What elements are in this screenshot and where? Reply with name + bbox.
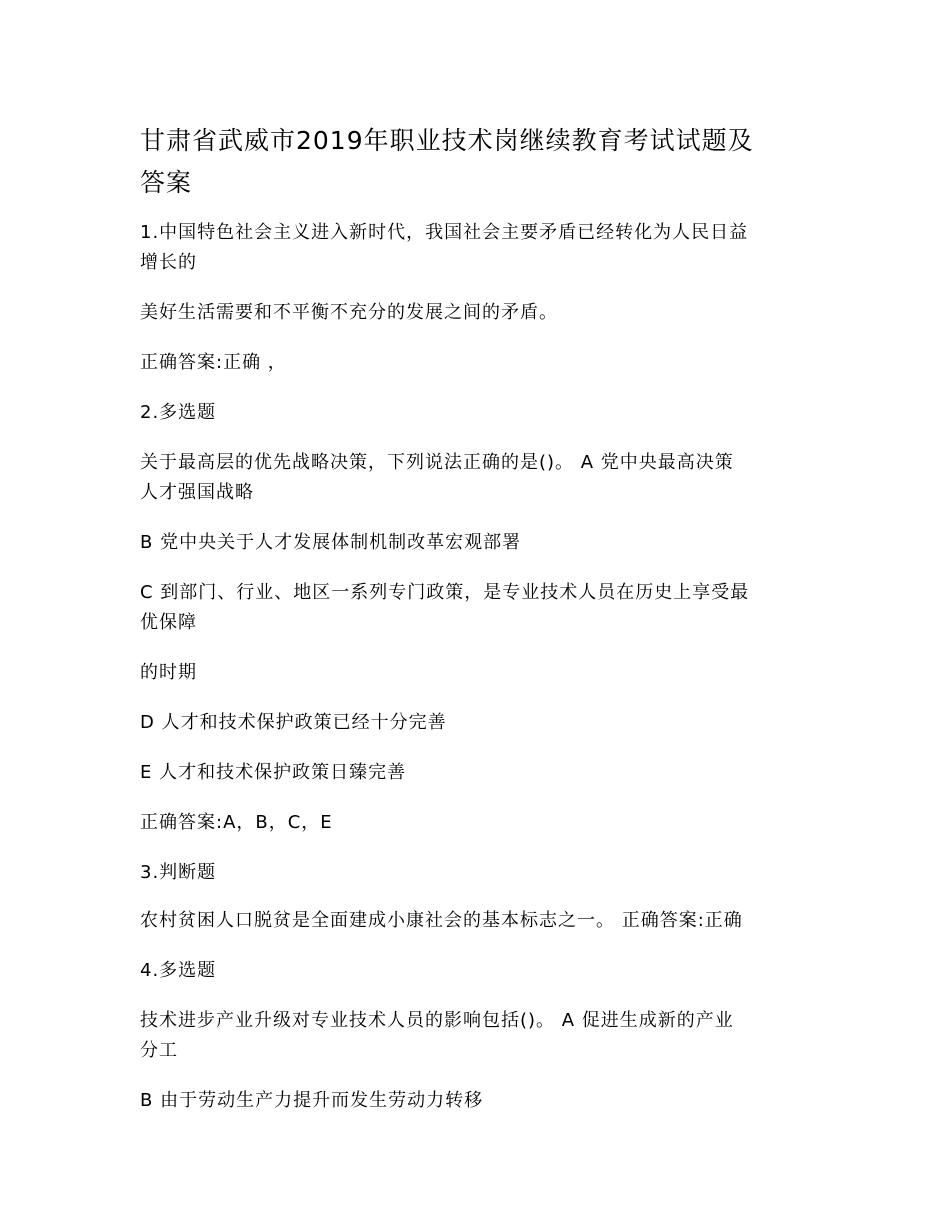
question-3-type	[140, 858, 830, 888]
text-line: D 人才和技术保护政策已经十分完善	[140, 712, 447, 733]
text-line: C 到部门、行业、地区一系列专门政策，是专业技术人员在历史上享受最	[140, 582, 750, 603]
question-4-option-b	[140, 1086, 830, 1116]
document-title	[140, 120, 820, 204]
text-line: 美好生活需要和不平衡不充分的发展之间的矛盾。	[140, 302, 558, 323]
question-2-option-d	[140, 708, 830, 738]
question-2-option-e	[140, 758, 830, 788]
question-1-continuation	[140, 298, 830, 328]
text-line: 优保障	[140, 612, 197, 633]
text-line: 3.判断题	[140, 862, 217, 883]
text-line: 正确答案:正确 ，	[140, 352, 287, 373]
text-line: 技术进步产业升级对专业技术人员的影响包括()。 A 促进生成新的产业	[140, 1010, 734, 1031]
text-line: 1.中国特色社会主义进入新时代，我国社会主要矛盾已经转化为人民日益	[140, 222, 749, 243]
text-line: 2.多选题	[140, 402, 217, 423]
text-line: 正确答案:A，B，C，E	[140, 812, 333, 833]
question-2-option-c-continuation	[140, 658, 830, 688]
text-line: 4.多选题	[140, 960, 217, 981]
text-line: 农村贫困人口脱贫是全面建成小康社会的基本标志之一。 正确答案:正确	[140, 910, 743, 931]
question-2-answer	[140, 808, 830, 838]
text-line: B 由于劳动生产力提升而发生劳动力转移	[140, 1090, 484, 1111]
text-line: 人才强国战略	[140, 482, 254, 503]
question-4-type	[140, 956, 830, 986]
question-2-type	[140, 398, 830, 428]
text-line: 关于最高层的优先战略决策，下列说法正确的是()。 A 党中央最高决策	[140, 452, 734, 473]
text-line: 的时期	[140, 662, 197, 683]
title-line-1: 甘肃省武威市2019年职业技术岗继续教育考试试题及	[140, 126, 754, 155]
text-line: B 党中央关于人才发展体制机制改革宏观部署	[140, 532, 522, 553]
question-3-text	[140, 906, 830, 936]
text-line: 分工	[140, 1040, 178, 1061]
text-line: E 人才和技术保护政策日臻完善	[140, 762, 407, 783]
text-line: 增长的	[140, 252, 197, 273]
question-1-text	[140, 218, 830, 278]
question-2-option-b	[140, 528, 830, 558]
title-line-2: 答案	[140, 168, 193, 197]
question-4-text	[140, 1006, 830, 1066]
question-2-option-c	[140, 578, 830, 638]
question-1-answer	[140, 348, 830, 378]
question-2-text	[140, 448, 830, 508]
